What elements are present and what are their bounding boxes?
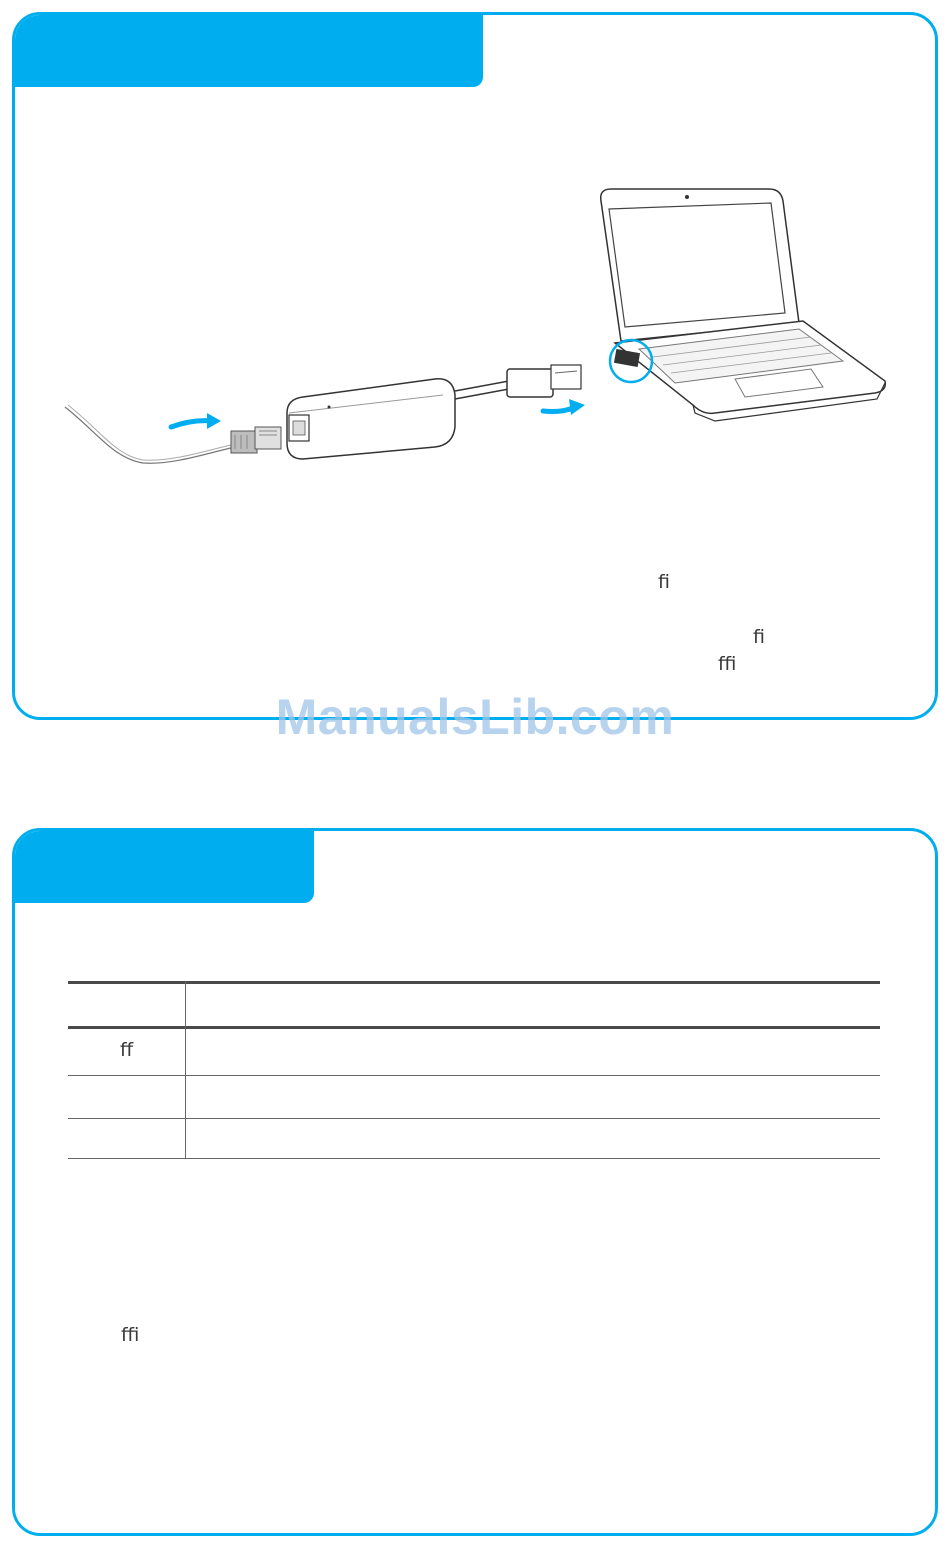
connection-illustration xyxy=(15,15,938,720)
led-status-panel xyxy=(12,828,938,1536)
note-ligature-3: ﬃ xyxy=(718,653,737,675)
table-rule xyxy=(68,1118,880,1119)
note-ligature: ﬃ xyxy=(121,1324,140,1346)
table-rule-header xyxy=(68,1026,880,1029)
laptop-icon xyxy=(601,189,886,421)
usb-ethernet-adapter-icon xyxy=(287,379,455,459)
table-rule xyxy=(68,1075,880,1076)
table-row xyxy=(68,1029,185,1075)
table-rule-bottom xyxy=(68,1158,880,1159)
row-label: ﬀ xyxy=(119,1039,134,1061)
rj45-plug-icon xyxy=(231,427,281,453)
note-ligature-1: ﬁ xyxy=(658,571,670,593)
table-row xyxy=(68,1076,185,1118)
table-row xyxy=(68,984,185,1026)
connection-panel xyxy=(12,12,938,720)
section-header-tab xyxy=(12,828,314,903)
usb-plug-icon xyxy=(507,365,581,397)
watermark: ManualsLib.com xyxy=(275,689,675,745)
note-ligature-2: ﬁ xyxy=(753,626,765,648)
status-table xyxy=(68,981,880,1161)
table-column-divider xyxy=(185,981,186,1159)
insert-arrow-icon xyxy=(171,421,213,427)
table-rule-top xyxy=(68,981,880,984)
table-row xyxy=(68,1119,185,1158)
